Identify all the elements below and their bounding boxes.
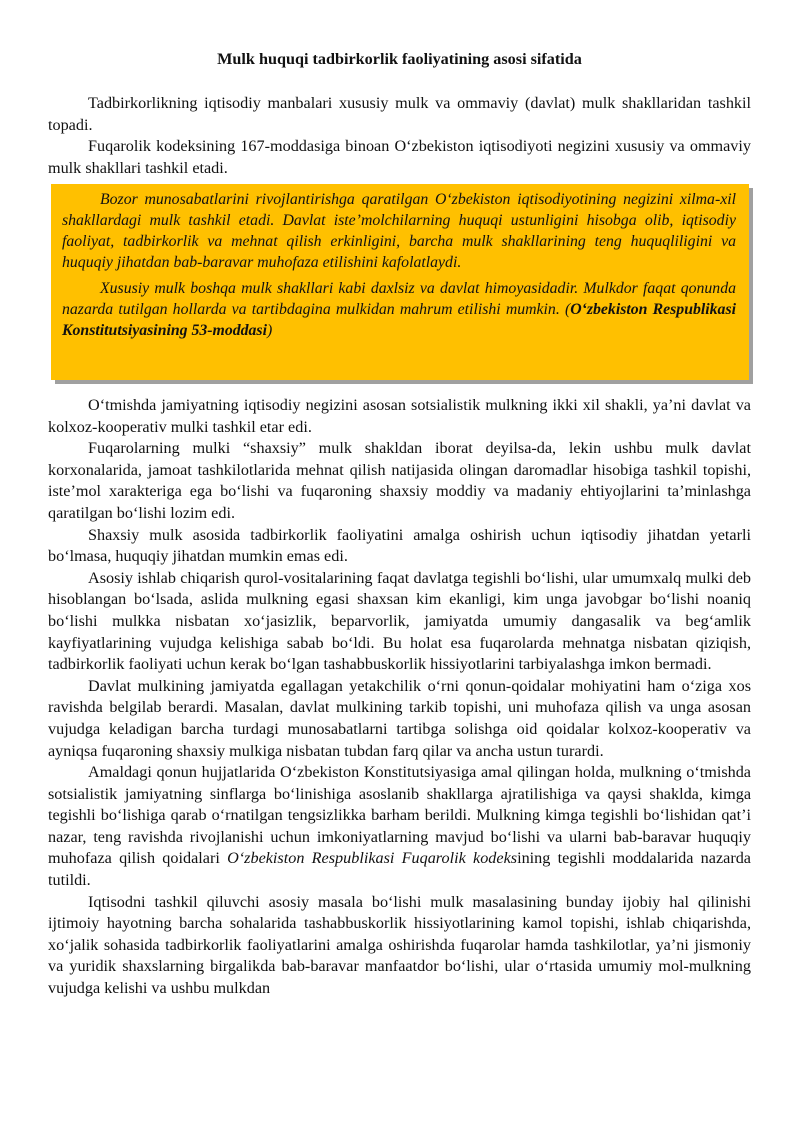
intro-section	[48, 93, 751, 179]
body-paragraph: Fuqarolarning mulki “shaxsiy” mulk shakldan iborat deyilsa-da, lekin ushbu mulk davlat korxonalarida, jamoat tashkilotlarida mehnat qilish natijasida olingan daromadlar hisobiga tashkil topishi, iste’mol xarakteriga ega bo‘lishi va fuqaroning shaxsiy moddiy va madaniy ehtiyojlarini ta’minlashga qaratilgan bo‘lishi lozim edi.	[48, 439, 751, 522]
body-paragraph: Davlat mulkining jamiyatda egallagan yetakchilik o‘rni qonun-qoidalar mohiyatini ham o‘ziga xos ravishda belgilab berardi. Masalan, davlat mulkining tarkib topishi, uni muhofaza qilish va unga asosan vujudga keladigan barcha turdagi munosabatlarni tartibga solishga oid qoidalar kolxoz-kooperativ va ayniqsa fuqaroning shaxsiy mulkiga nisbatan tubdan farq qilar va ancha ustun turardi.	[48, 676, 751, 760]
quote-reference: O‘zbekiston Respublikasi Konstitutsiyasining 53-moddasi	[62, 301, 736, 339]
quote-ref-open: (	[559, 301, 571, 318]
quote-ref-close: )	[266, 322, 273, 339]
body-paragraph: Iqtisodni tashkil qiluvchi asosiy masala bo‘lishi mulk masalasining bunday ijobiy hal qilinishi ijtimoiy hayotning barcha sohalarida tashabbuskorlik hissiyotlarining kamol topishi, ishlab chiqarishda, xo‘jalik sohasida tadbirkorlik faoliyatlarini amalga oshirishda fuqarolar hamda tashkilotlar, ya’ni jismoniy va yuridik shaxslarning birgalikda bab-baravar manfaatdor bo‘lishi, ular o‘rtasida umumiy mol-mulkning vujudga kelishi va ushbu mulkdan	[48, 892, 751, 998]
quote-text: Xususiy mulk boshqa mulk shakllari kabi daxlsiz va davlat himoyasidadir. Mulkdor faqat qonunda nazarda tutilgan hollarda va tartibdagina mulkidan mahrum etilishi mumkin.	[62, 280, 736, 318]
paragraph-text: ining tegishli moddalarida nazarda tutildi.	[48, 849, 751, 890]
intro-paragraph: Tadbirkorlikning iqtisodiy manbalari xususiy mulk va ommaviy (davlat) mulk shakllaridan tashkil topadi.	[48, 94, 751, 134]
quote-paragraph: Bozor munosabatlarini rivojlantirishga qaratilgan O‘zbekiston iqtisodiyotining negizini xilma-xil shakllardagi mulk tashkil etadi. Davlat iste’molchilarning huquqi ustunligini hisobga olib, iqtisodiy faoliyat, tadbirkorlik va mehnat qilish erkinligini, barcha mulk shakllarining teng huquqliligini va huquqiy jihatdan bab-baravar muhofaza etilishini kafolatlaydi.	[62, 191, 736, 271]
constitution-quote-box	[51, 184, 749, 380]
body-paragraph	[48, 762, 751, 892]
code-title: O‘zbekiston Respublikasi Fuqarolik kodeks	[227, 849, 518, 868]
intro-paragraph: Fuqarolik kodeksining 167-moddasiga binoan O‘zbekiston iqtisodiyoti negizini xususiy va ommaviy mulk shakllari tashkil etadi.	[48, 137, 751, 177]
paragraph-text: Amaldagi qonun hujjatlarida O‘zbekiston Konstitutsiyasiga amal qilingan holda, mulkning o‘tmishda sotsialistik jamiyatning sinflarga bo‘linishiga asoslanib shakllarga ajratilishiga va qaysi shaklda, kimga tegishli bo‘lishiga qarab o‘rnatilgan tengsizlikka barham berildi. Mulkning kimga tegishli bo‘lishidan qat’i nazar, teng ravishda rivojlanishi uchun imkoniyatlarning mavjud bo‘lishi va ularni bab-baravar huquqiy muhofaza qilish qoidalari	[48, 763, 751, 868]
page-title: Mulk huquqi tadbirkorlik faoliyatining asosi sifatida	[217, 50, 582, 68]
body-paragraph: Asosiy ishlab chiqarish qurol-vositalarining faqat davlatga tegishli bo‘lishi, ular umumxalq mulki deb hisoblangan bo‘lsada, aslida mulkning egasi shaxsan kim ekanligi, kim unga javobgar bo‘lishi noaniq bo‘lishi mulkka nisbatan xo‘jasizlik, beparvorlik, jamiyatda umumiy dangasalik va beg‘amlik kayfiyatlarining vujudga kelishiga sabab bo‘ldi. Bu holat esa fuqarolarda mehnatga nisbatan qiziqish, tadbirkorlik faoliyati uchun kerak bo‘lgan tashabbuskorlik hissiyotlarini tarbiyalashga imkon bermadi.	[48, 568, 751, 674]
body-paragraph: Shaxsiy mulk asosida tadbirkorlik faoliyatini amalga oshirish uchun iqtisodiy jihatdan yetarli bo‘lmasa, huquqiy jihatdan mumkin emas edi.	[48, 525, 751, 566]
quote-paragraph	[62, 278, 736, 341]
body-paragraph: O‘tmishda jamiyatning iqtisodiy negizini asosan sotsialistik mulkning ikki xil shakli, ya’ni davlat va kolxoz-kooperativ mulki tashkil etar edi.	[48, 396, 751, 436]
body-section	[48, 395, 751, 1000]
